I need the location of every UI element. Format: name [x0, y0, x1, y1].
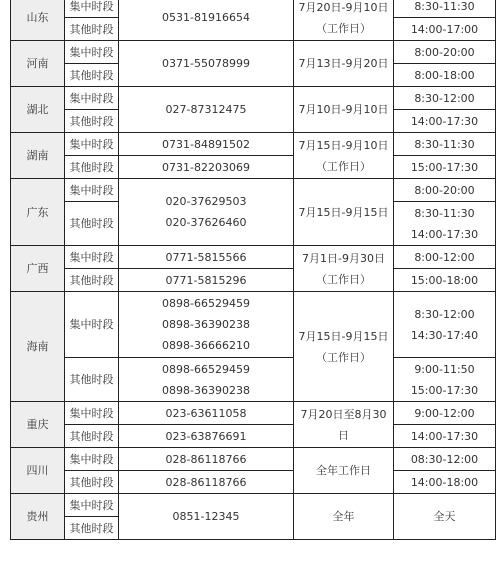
period-concentrated-cell: 集中时段 — [65, 0, 119, 18]
date-range-cell — [294, 0, 394, 41]
cell-lines — [294, 0, 393, 39]
cell-line: 15:00-17:30 — [410, 160, 479, 174]
cell-lines — [119, 247, 293, 268]
cell-line: 7月20日至8月30 — [300, 407, 387, 421]
phone-cell — [119, 246, 294, 269]
date-range-cell — [294, 133, 394, 179]
cell-line: 0898-36390238 — [162, 318, 250, 331]
phone-cell — [119, 269, 294, 292]
cell-line: 14:00-18:00 — [410, 475, 479, 489]
table-row — [11, 269, 496, 292]
province-cell: 湖南 — [11, 133, 65, 179]
cell-lines — [119, 403, 293, 424]
province-cell: 四川 — [11, 448, 65, 494]
table-row — [11, 133, 496, 156]
province-cell: 广西 — [11, 246, 65, 292]
hotline-schedule-table — [10, 0, 496, 540]
phone-cell — [119, 425, 294, 448]
cell-lines — [294, 506, 393, 527]
hours-other-cell — [394, 202, 496, 246]
cell-lines — [394, 426, 495, 447]
cell-line: 8:00-20:00 — [414, 183, 475, 197]
period-other-cell: 其他时段 — [65, 358, 119, 402]
period-other-cell: 其他时段 — [65, 269, 119, 292]
cell-line: 028-86118766 — [165, 452, 247, 466]
date-range-cell — [294, 494, 394, 540]
cell-lines — [294, 326, 393, 368]
cell-lines — [119, 293, 293, 356]
hours-other-cell — [394, 18, 496, 41]
period-concentrated-cell: 集中时段 — [65, 41, 119, 64]
hours-concentrated-cell — [394, 292, 496, 358]
province-cell: 山东 — [11, 0, 65, 41]
cell-lines — [294, 99, 393, 120]
cell-line: 8:30-12:00 — [414, 91, 475, 105]
period-other-cell: 其他时段 — [65, 64, 119, 87]
cell-lines — [119, 359, 293, 401]
cell-lines — [294, 135, 393, 177]
cell-line: 14:30-17:40 — [410, 328, 479, 342]
cell-lines — [394, 42, 495, 63]
period-other-cell: 其他时段 — [65, 471, 119, 494]
hours-other-cell — [394, 64, 496, 87]
period-concentrated-cell: 集中时段 — [65, 402, 119, 425]
cell-lines — [119, 191, 293, 233]
cell-line: 15:00-17:30 — [410, 383, 479, 397]
cell-line: 9:00-11:50 — [414, 362, 475, 376]
cell-line: 0731-84891502 — [162, 137, 250, 151]
table-row — [11, 0, 496, 18]
cell-line: （工作日） — [316, 21, 371, 35]
cell-lines — [394, 359, 495, 401]
cell-line: 027-87312475 — [165, 103, 247, 116]
cell-line: 8:00-18:00 — [414, 68, 475, 82]
cell-lines — [394, 506, 495, 527]
date-range-cell — [294, 87, 394, 133]
cell-line: 8:30-11:30 — [414, 137, 475, 151]
hours-concentrated-cell — [394, 179, 496, 202]
date-range-cell — [294, 448, 394, 494]
hours-other-cell — [394, 425, 496, 448]
cell-line: 14:00-17:30 — [410, 227, 479, 241]
table-row — [11, 246, 496, 269]
cell-line: 023-63611058 — [165, 406, 247, 420]
table-row — [11, 87, 496, 110]
table-body — [11, 0, 496, 540]
period-concentrated-cell: 集中时段 — [65, 448, 119, 471]
table-row — [11, 425, 496, 448]
cell-lines — [119, 449, 293, 470]
cell-lines — [119, 99, 293, 120]
hours-concentrated-cell — [394, 0, 496, 18]
cell-lines — [294, 248, 393, 290]
hours-concentrated-cell — [394, 246, 496, 269]
period-other-cell: 其他时段 — [65, 110, 119, 133]
cell-lines — [394, 134, 495, 155]
cell-line: 0731-82203069 — [162, 160, 250, 174]
cell-line: 08:30-12:00 — [410, 452, 479, 466]
cell-lines — [119, 157, 293, 178]
table-row — [11, 494, 496, 517]
cell-lines — [394, 203, 495, 245]
table-row — [11, 471, 496, 494]
cell-lines — [394, 304, 495, 346]
cell-line: 日 — [338, 428, 349, 442]
cell-line: 14:00-17:00 — [410, 22, 479, 36]
phone-cell — [119, 448, 294, 471]
period-other-cell: 其他时段 — [65, 18, 119, 41]
date-range-cell — [294, 292, 394, 402]
cell-line: 全天 — [433, 510, 456, 523]
cell-lines — [394, 157, 495, 178]
cell-lines — [394, 180, 495, 201]
cell-lines — [119, 134, 293, 155]
province-cell: 海南 — [11, 292, 65, 402]
cell-lines — [394, 449, 495, 470]
table-row — [11, 41, 496, 64]
cell-line: 7月15日-9月15日 — [298, 329, 389, 343]
period-other-cell: 其他时段 — [65, 202, 119, 246]
cell-line: 全年 — [332, 510, 355, 523]
period-other-cell: 其他时段 — [65, 425, 119, 448]
cell-lines — [394, 88, 495, 109]
cell-line: 9:00-12:00 — [414, 406, 475, 420]
phone-cell — [119, 87, 294, 133]
cell-line: 0531-81916654 — [162, 11, 250, 24]
cell-lines — [394, 270, 495, 291]
phone-cell — [119, 358, 294, 402]
hours-cell — [394, 494, 496, 540]
date-range-cell — [294, 246, 394, 292]
table-row — [11, 402, 496, 425]
table-row — [11, 358, 496, 402]
cell-lines — [394, 111, 495, 132]
hours-other-cell — [394, 156, 496, 179]
phone-cell — [119, 41, 294, 87]
cell-lines — [394, 0, 495, 17]
cell-line: 020-37626460 — [165, 216, 247, 229]
cell-line: 7月10日-9月10日 — [298, 103, 389, 116]
cell-line: 7月15日-9月10日 — [298, 138, 389, 152]
cell-line: 028-86118766 — [165, 475, 247, 489]
phone-cell — [119, 133, 294, 156]
hours-concentrated-cell — [394, 41, 496, 64]
cell-line: 020-37629503 — [165, 195, 247, 208]
hours-other-cell — [394, 471, 496, 494]
hours-concentrated-cell — [394, 133, 496, 156]
cell-line: 8:00-12:00 — [414, 250, 475, 264]
phone-cell — [119, 494, 294, 540]
cell-lines — [119, 506, 293, 527]
period-other-cell: 其他时段 — [65, 517, 119, 540]
cell-line: 0771-5815566 — [165, 250, 247, 264]
cell-line: 8:30-12:00 — [414, 307, 475, 321]
cell-lines — [119, 472, 293, 493]
province-cell: 河南 — [11, 41, 65, 87]
period-concentrated-cell: 集中时段 — [65, 133, 119, 156]
cell-lines — [119, 426, 293, 447]
cell-line: 7月1日-9月30日 — [302, 251, 385, 265]
province-cell: 广东 — [11, 179, 65, 246]
hours-other-cell — [394, 110, 496, 133]
date-range-cell — [294, 41, 394, 87]
cell-line: 8:00-20:00 — [414, 45, 475, 59]
phone-cell — [119, 179, 294, 246]
table-row — [11, 156, 496, 179]
hours-other-cell — [394, 358, 496, 402]
period-concentrated-cell: 集中时段 — [65, 246, 119, 269]
cell-line: （工作日） — [316, 350, 371, 364]
cell-lines — [394, 19, 495, 40]
hours-concentrated-cell — [394, 448, 496, 471]
cell-lines — [119, 53, 293, 74]
cell-line: 0851-12345 — [172, 510, 240, 523]
province-cell: 重庆 — [11, 402, 65, 448]
cell-lines — [294, 404, 393, 446]
cell-line: （工作日） — [316, 272, 371, 286]
cell-lines — [394, 65, 495, 86]
hours-concentrated-cell — [394, 402, 496, 425]
cell-lines — [294, 202, 393, 223]
hours-other-cell — [394, 269, 496, 292]
cell-lines — [394, 472, 495, 493]
cell-line: 0371-55078999 — [162, 57, 250, 70]
date-range-cell — [294, 402, 394, 448]
table-row — [11, 292, 496, 358]
cell-line: 0898-66529459 — [162, 362, 250, 376]
cell-lines — [119, 270, 293, 291]
cell-lines — [294, 53, 393, 74]
phone-cell — [119, 402, 294, 425]
province-cell: 贵州 — [11, 494, 65, 540]
period-concentrated-cell: 集中时段 — [65, 179, 119, 202]
cell-line: 0898-36666210 — [162, 339, 250, 352]
cell-lines — [394, 247, 495, 268]
province-cell: 湖北 — [11, 87, 65, 133]
cell-line: （工作日） — [316, 159, 371, 173]
cell-line: 023-63876691 — [165, 429, 247, 443]
cell-line: 7月20日-9月10日 — [298, 0, 389, 14]
cell-line: 14:00-17:30 — [410, 114, 479, 128]
cell-line: 0898-36390238 — [162, 383, 250, 397]
phone-cell — [119, 471, 294, 494]
cell-lines — [294, 460, 393, 481]
cell-line: 0771-5815296 — [165, 273, 247, 287]
cell-line: 0898-66529459 — [162, 297, 250, 310]
cell-line: 15:00-18:00 — [410, 273, 479, 287]
cell-lines — [394, 403, 495, 424]
cell-line: 8:30-11:30 — [414, 206, 475, 220]
cell-line: 全年工作日 — [316, 464, 371, 477]
cell-line: 7月15日-9月15日 — [298, 205, 389, 219]
period-other-cell: 其他时段 — [65, 156, 119, 179]
cell-lines — [119, 7, 293, 28]
date-range-cell — [294, 179, 394, 246]
hours-concentrated-cell — [394, 87, 496, 110]
cell-line: 7月13日-9月20日 — [298, 57, 389, 70]
period-concentrated-cell: 集中时段 — [65, 292, 119, 358]
phone-cell — [119, 0, 294, 41]
table-row — [11, 448, 496, 471]
phone-cell — [119, 292, 294, 358]
phone-cell — [119, 156, 294, 179]
period-concentrated-cell: 集中时段 — [65, 494, 119, 517]
cell-line: 14:00-17:30 — [410, 429, 479, 443]
cell-line: 8:30-11:30 — [414, 0, 475, 13]
period-concentrated-cell: 集中时段 — [65, 87, 119, 110]
table-row — [11, 179, 496, 202]
